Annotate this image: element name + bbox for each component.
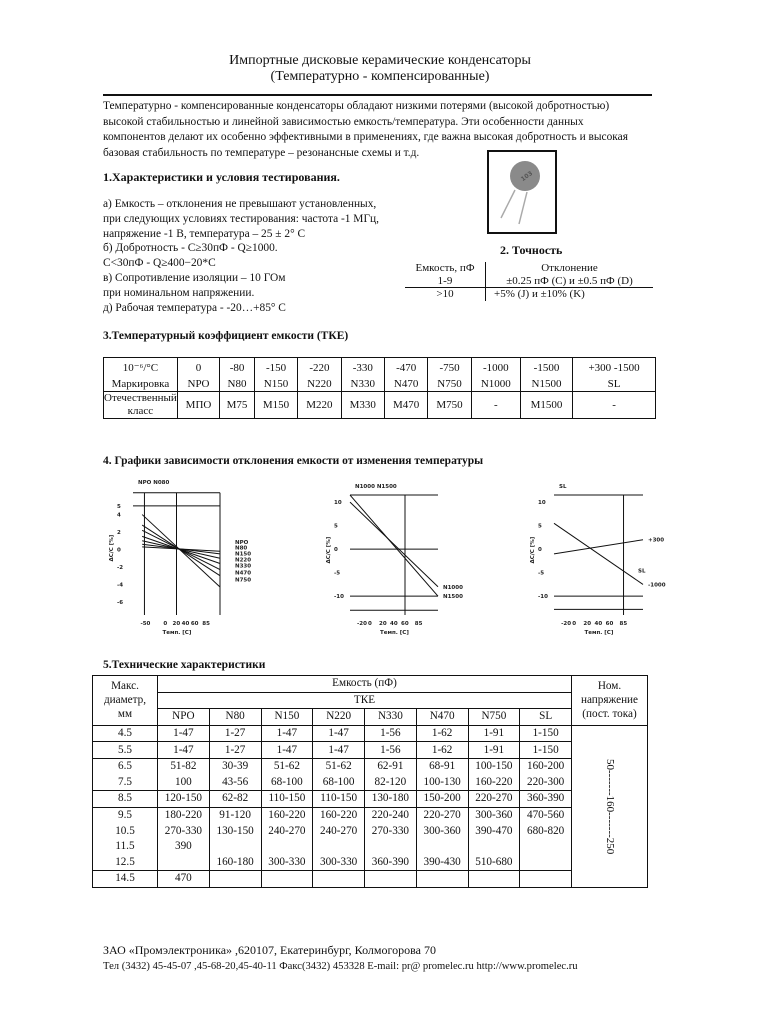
section5-heading: 5.Технические характеристики [103,659,266,671]
capacity-cell: 100-150 [468,758,520,774]
diameter-cell: 10.5 [93,823,158,839]
spec-line: С<30пФ - Q≥400−20*С [103,257,216,270]
capacity-cell: 1-47 [158,742,210,759]
capacity-cell: 510-680 [468,855,520,871]
capacity-cell: 43-56 [209,775,261,791]
chart-npo-n750 [100,470,300,640]
series-label: N750 [235,577,252,584]
capacity-cell: 1-62 [416,725,468,742]
table-row [93,839,648,855]
column-header: N470 [416,709,468,726]
tke-domestic: М1500 [520,392,572,419]
x-tick-label: 40 [390,621,398,627]
capacity-cell: 1-47 [261,725,313,742]
column-header: N80 [209,709,261,726]
capacity-cell [416,839,468,855]
y-tick-label: 10 [334,500,342,507]
header-line: напряжение [580,694,639,707]
capacity-cell: 360-390 [520,791,572,808]
capacity-cell: 1-27 [209,742,261,759]
x-tick-label: 0 [572,621,577,627]
capacity-cell [468,839,520,855]
capacity-cell: 110-150 [261,791,313,808]
table-row [93,871,648,888]
capacity-cell: 68-100 [313,775,365,791]
spec-line: а) Емкость – отклонения не превышают установленных, [103,198,377,210]
capacity-cell: 1-150 [520,742,572,759]
capacity-cell: 390 [158,839,210,855]
chart-title: NPO N080 [138,480,170,486]
x-tick-label: 85 [202,621,210,627]
row-label: Отечественный класс [104,392,177,417]
capacity-cell: 1-27 [209,725,261,742]
capacity-cell: 130-180 [365,791,417,808]
intro-line: Температурно - компенсированные конденсаторы обладают низкими потерями (высокой добротностью) [103,100,610,112]
capacity-cell: 160-220 [468,775,520,791]
tke-domestic: - [471,392,520,419]
capacity-cell: 240-270 [261,823,313,839]
capacity-cell [313,839,365,855]
series-label: N470 [235,570,252,577]
diameter-cell: 9.5 [93,807,158,823]
series-line-N1000 [350,502,438,587]
capacity-cell: 100-130 [416,775,468,791]
column-header: SL [520,709,572,726]
cell: >10 [405,288,486,301]
capacity-cell: 220-240 [365,807,417,823]
chart-title: SL [559,484,567,490]
section3-heading: 3.Температурный коэффициент емкости (ТКЕ) [103,330,349,342]
spec-line: б) Добротность - С≥30пФ - Q≥1000. [103,242,278,255]
capacitor-photo [487,150,557,234]
capacity-cell: 220-270 [468,791,520,808]
capacity-cell: 120-150 [158,791,210,808]
page-subtitle: (Температурно - компенсированные) [270,69,490,84]
tke-coef: -470 [384,358,427,379]
capacity-cell: 51-62 [261,758,313,774]
capacity-cell [520,871,572,888]
capacity-cell: 1-150 [520,725,572,742]
capacity-cell [209,839,261,855]
y-tick-label: 0 [538,547,542,554]
capacity-cell: 1-47 [313,742,365,759]
capacity-cell [261,871,313,888]
tke-marking: N150 [254,378,297,392]
diameter-cell: 5.5 [93,742,158,759]
tke-domestic: М330 [341,392,384,419]
x-tick-label: 60 [190,621,199,627]
diameter-cell: 8.5 [93,791,158,808]
x-tick-label: 20 [379,621,387,627]
capacity-cell: 160-200 [520,758,572,774]
capacity-cell: 300-330 [313,855,365,871]
column-header: N220 [313,709,365,726]
y-tick-label: -10 [538,594,548,601]
diameter-cell: 11.5 [93,839,158,855]
y-tick-label: 0 [334,547,338,554]
accuracy-table [405,262,653,301]
capacity-cell: 1-91 [468,742,520,759]
column-header: N330 [365,709,417,726]
tke-coef: -80 [220,358,255,379]
series-label: N220 [235,557,252,564]
capacity-cell: 68-100 [261,775,313,791]
tke-marking: N470 [384,378,427,392]
x-tick-label: -20 [561,621,572,627]
capacity-cell: 1-62 [416,742,468,759]
footer-contacts: Тел (3432) 45-45-07 ,45-68-20,45-40-11 Факс(3432) 453328 E-mail: pr@ promelec.ru http://www.promelec.ru [103,961,578,972]
capacity-cell: 62-82 [209,791,261,808]
capacity-cell [416,871,468,888]
capacity-cell: 300-360 [468,807,520,823]
section4-heading: 4. Графики зависимости отклонения емкости от изменения температуры [103,455,484,467]
technical-table [92,675,648,888]
tke-coef: +300 -1500 [573,358,656,379]
diameter-header [93,676,158,726]
column-header: N150 [261,709,313,726]
header-line: мм [117,708,133,721]
table-row [93,855,648,871]
y-tick-label: -4 [117,582,124,589]
capacity-cell: 680-820 [520,823,572,839]
tke-coef: 0 [177,358,219,379]
x-axis-label: Темп. [С] [162,630,192,636]
capacity-cell: 1-47 [158,725,210,742]
col-header: Емкость, пФ [405,262,486,275]
cell: ±0.25 пФ (С) и ±0.5 пФ (D) [506,274,633,287]
x-axis-label: Темп. [С] [584,630,614,636]
diameter-cell: 6.5 [93,758,158,774]
tke-coef: -330 [341,358,384,379]
intro-line: базовая стабильность по температуре – резонансные схемы и т.д. [103,146,420,159]
y-tick-label: 5 [334,523,338,530]
column-header: N750 [468,709,520,726]
capacity-cell: 1-91 [468,725,520,742]
voltage-cell [572,725,648,887]
capacity-cell: 470 [158,871,210,888]
tke-marking: N1000 [471,378,520,392]
section1-heading: 1.Характеристики и условия тестирования. [103,170,340,184]
diameter-cell: 7.5 [93,775,158,791]
capacity-cell: 51-82 [158,758,210,774]
cell: +5% (J) и ±10% (K) [494,288,585,301]
chart-sl [500,470,666,640]
capacity-cell: 270-330 [365,823,417,839]
x-tick-label: 40 [594,621,603,627]
capacity-cell: 160-220 [261,807,313,823]
capacity-cell: 180-220 [158,807,210,823]
y-tick-label: 4 [117,512,121,519]
table-row [93,775,648,791]
col-header: Отклонение [541,262,598,275]
capacity-cell: 51-62 [313,758,365,774]
table-row [93,725,648,742]
row-label: 10⁻⁶/°С [104,358,178,379]
table-row [93,823,648,839]
series-label: SL [638,568,646,575]
tke-marking: N80 [220,378,255,392]
x-tick-label: -20 [357,621,367,627]
voltage-header [572,676,648,726]
capacity-cell: 1-47 [261,742,313,759]
tke-coef: -1500 [520,358,572,379]
tke-domestic: М220 [298,392,341,419]
x-tick-label: 20 [172,621,181,627]
chart-n1000-n1500 [320,470,490,640]
capacity-cell: 82-120 [365,775,417,791]
capacity-cell: 1-56 [365,725,417,742]
tke-marking: N1500 [520,378,572,392]
tke-marking: NPO [177,378,219,392]
capacity-header: Емкость (пФ) [158,676,572,693]
capacity-cell: 110-150 [313,791,365,808]
tke-domestic: - [573,392,656,419]
capacity-cell [158,855,210,871]
capacity-cell [520,839,572,855]
capacitor-image [489,152,555,232]
series-label: N1000 [443,584,463,591]
spec-line: напряжение -1 В, температура – 25 ± 2° С [103,227,306,240]
series-line-N1500 [350,495,438,596]
x-tick-label: -50 [140,621,151,627]
capacity-cell: 1-56 [365,742,417,759]
capacity-cell [365,871,417,888]
capacity-cell: 91-120 [209,807,261,823]
capacity-cell: 240-270 [313,823,365,839]
capacity-cell: 1-47 [313,725,365,742]
y-axis-label: ΔC/C [%] [326,536,332,564]
header-line: диаметр, [103,694,147,707]
tke-table [103,357,656,419]
series-label: -1000 [648,582,666,589]
intro-line: компонентов делают их особенно эффективными в применениях, где важна высокая добротность и высокая [103,131,628,143]
page-title: Импортные дисковые керамические конденсаторы [229,53,531,68]
intro-line: высокой стабильностью и линейной зависимостью емкость/температура. Эти особенности данных [103,115,584,128]
x-tick-label: 60 [605,621,614,627]
capacity-cell [209,871,261,888]
x-tick-label: 20 [583,621,592,627]
capacity-cell: 30-39 [209,758,261,774]
tke-marking: N220 [298,378,341,392]
series-label: N150 [235,551,252,558]
capacity-cell: 160-180 [209,855,261,871]
x-tick-label: 60 [401,621,409,627]
spec-line: при номинальном напряжении. [103,286,255,299]
section2-heading: 2. Точность [500,243,563,257]
table-row [93,742,648,759]
tke-domestic: М150 [254,392,297,419]
capacity-cell [313,871,365,888]
capacity-cell: 270-330 [158,823,210,839]
table-row [93,807,648,823]
row-label: Маркировка [104,378,178,392]
tke-coef: -220 [298,358,341,379]
tke-marking: N750 [428,378,471,392]
y-tick-label: 2 [117,530,121,537]
y-tick-label: 10 [538,500,546,507]
y-tick-label: 5 [538,523,542,530]
x-tick-label: 0 [368,621,372,627]
capacity-cell: 300-360 [416,823,468,839]
tke-domestic: МПО [177,392,219,419]
series-label: +300 [648,537,665,544]
x-tick-label: 85 [414,621,423,627]
capacity-cell: 220-300 [520,775,572,791]
series-label: N330 [235,563,252,570]
y-tick-label: 0 [117,547,121,554]
capacity-cell [520,855,572,871]
capacitor-marking: 103 [519,170,535,183]
capacity-cell: 100 [158,775,210,791]
x-tick-label: 0 [163,621,168,627]
table-row [93,791,648,808]
capacity-cell [365,839,417,855]
intro-paragraph [103,99,663,161]
diameter-cell: 14.5 [93,871,158,888]
capacity-cell: 360-390 [365,855,417,871]
capacity-cell: 68-91 [416,758,468,774]
spec-line: д) Рабочая температура - -20…+85° С [103,301,286,314]
tke-domestic: М75 [220,392,255,419]
table-row [93,758,648,774]
cell: 1-9 [405,275,486,288]
header-line: Макс. [111,680,139,693]
y-tick-label: -2 [117,564,124,571]
capacity-cell: 130-150 [209,823,261,839]
y-axis-label: ΔC/C [%] [109,534,115,562]
series-line--1000 [554,523,643,584]
x-tick-label: 85 [619,621,628,627]
capacity-cell: 150-200 [416,791,468,808]
tke-header: ТКЕ [158,692,572,709]
series-label: NPO [235,540,249,547]
tke-domestic: М750 [428,392,471,419]
capacity-cell [468,871,520,888]
series-label: N80 [235,545,248,552]
capacity-cell: 470-560 [520,807,572,823]
divider [103,94,652,96]
capacity-cell: 220-270 [416,807,468,823]
tke-marking: N330 [341,378,384,392]
footer-address: ЗАО «Промэлектроника» ,620107, Екатеринбург, Колмогорова 70 [103,943,436,957]
series-label: N1500 [443,594,463,601]
capacity-cell: 390-430 [416,855,468,871]
diameter-cell: 4.5 [93,725,158,742]
section1-list [103,197,403,315]
y-tick-label: -6 [117,599,124,606]
column-header: NPO [158,709,210,726]
capacity-cell: 300-330 [261,855,313,871]
y-tick-label: 5 [117,503,121,510]
x-tick-label: 40 [181,621,190,627]
capacity-cell [261,839,313,855]
x-axis-label: Темп. [С] [380,630,409,636]
y-tick-label: -5 [538,570,545,577]
chart-title: N1000 N1500 [355,484,397,490]
y-tick-label: -5 [334,570,341,577]
tke-coef: -150 [254,358,297,379]
capacity-cell: 160-220 [313,807,365,823]
header-line: Ном. [597,680,622,693]
spec-line: при следующих условиях тестирования: частота -1 МГц, [103,212,379,225]
capacity-cell: 390-470 [468,823,520,839]
y-tick-label: -10 [334,594,344,601]
series-line-+300 [554,540,643,554]
tke-marking: SL [573,378,656,392]
capacity-cell: 62-91 [365,758,417,774]
header-line: (пост. тока) [582,708,637,721]
tke-coef: -750 [428,358,471,379]
voltage-range: 50-------160-------250 [604,758,616,854]
y-axis-label: ΔC/C [%] [530,536,536,564]
tke-domestic: М470 [384,392,427,419]
spec-line: в) Сопротивление изоляции – 10 ГОм [103,271,286,284]
tke-coef: -1000 [471,358,520,379]
diameter-cell: 12.5 [93,855,158,871]
